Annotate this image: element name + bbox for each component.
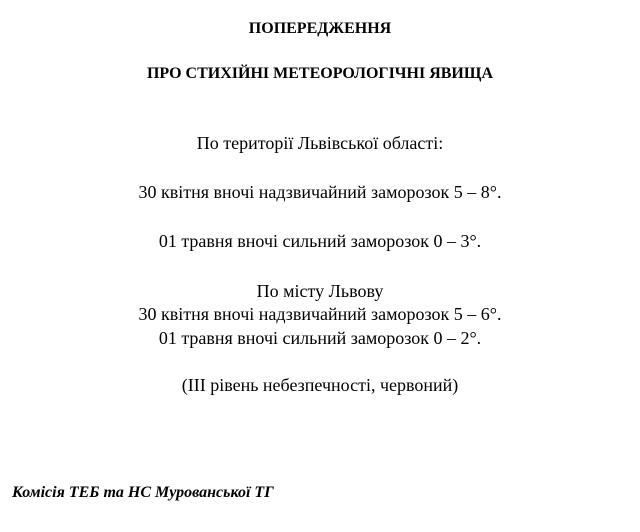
city-heading: По місту Львову <box>256 281 384 301</box>
document-title: ПОПЕРЕДЖЕННЯ <box>248 20 392 37</box>
region-heading: По території Львівської області: <box>196 133 444 153</box>
region-forecast-may-01: 01 травня вночі сильний заморозок 0 – 3°. <box>158 231 482 251</box>
region-forecast-april-30: 30 квітня вночі надзвичайний заморозок 5 – 8°. <box>138 182 502 202</box>
footer-signature: Комісія ТЕБ та НС Мурованської ТГ <box>12 484 274 501</box>
city-forecast-april-30: 30 квітня вночі надзвичайний заморозок 5 – 6°. <box>138 304 502 324</box>
document-subtitle: ПРО СТИХІЙНІ МЕТЕОРОЛОГІЧНІ ЯВИЩА <box>146 65 493 82</box>
danger-level-note: (ІІІ рівень небезпечності, червоний) <box>181 375 459 395</box>
city-forecast-may-01: 01 травня вночі сильний заморозок 0 – 2°. <box>158 328 482 348</box>
